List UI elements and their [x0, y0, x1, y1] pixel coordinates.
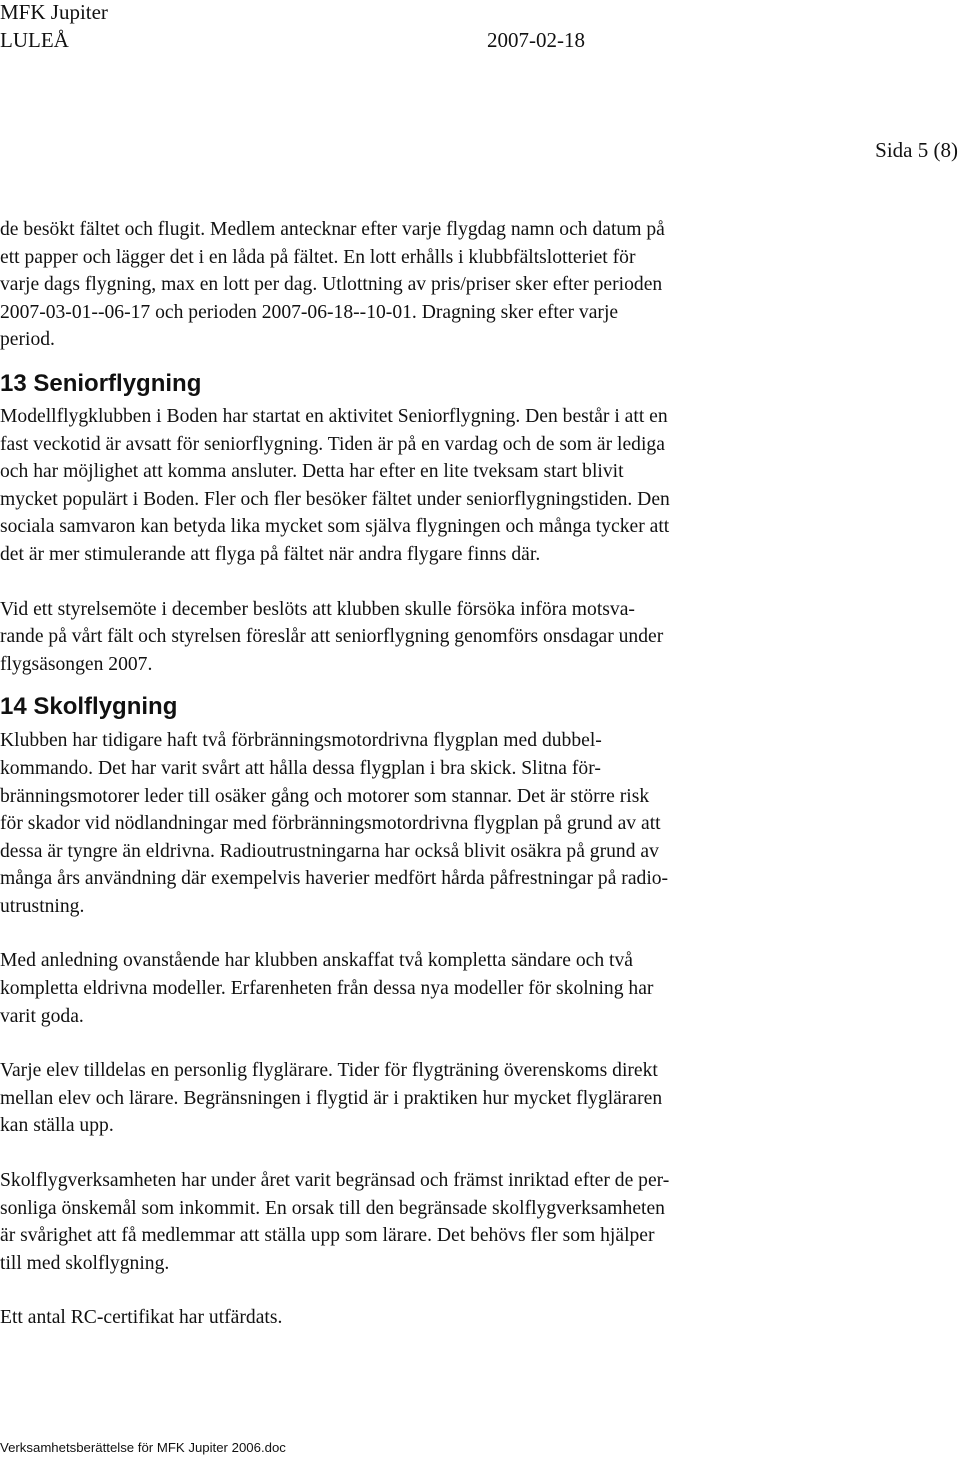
skolflygning-paragraph-3 [0, 1057, 958, 1140]
document-body [0, 216, 958, 1332]
skolflygning-paragraph-5 [0, 1304, 958, 1332]
text-line: för skador vid nödlandningar med förbränningsmotordrivna flygplan på grund av att [0, 813, 661, 835]
text-line: 2007-03-01--06-17 och perioden 2007-06-18--10-01. Dragning sker efter varje [0, 301, 619, 323]
header-city: LULEÅ [0, 28, 69, 52]
section-heading-seniorflygning: 13 Seniorflygning [0, 369, 202, 397]
text-line: Varje elev tilldelas en personlig flyglärare. Tider för flygträning överenskoms direkt [0, 1060, 658, 1082]
text-line: till med skolflygning. [0, 1252, 170, 1274]
text-line: är svårighet att få medlemmar att ställa upp som lärare. Det behövs fler som hjälper [0, 1225, 655, 1247]
text-line: varje dags flygning, max en lott per dag. Utlottning av pris/priser sker efter perioden [0, 274, 663, 296]
paragraph-gap [0, 1140, 958, 1167]
text-line: kan ställa upp. [0, 1115, 114, 1137]
text-line: kompletta eldrivna modeller. Erfarenheten från dessa nya modeller för skolning har [0, 978, 654, 1000]
text-line: det är mer stimulerande att flyga på fältet när andra flygare finns där. [0, 543, 541, 565]
text-line: rande på vårt fält och styrelsen föreslår att seniorflygning genomförs onsdagar under [0, 626, 664, 648]
text-line: sociala samvaron kan betyda lika mycket som själva flygningen och många tycker att [0, 516, 670, 538]
intro-paragraph [0, 216, 958, 354]
text-line: bränningsmotorer leder till osäker gång och motorer som stannar. Det är större risk [0, 785, 650, 807]
text-line: utrustning. [0, 895, 85, 917]
text-line: Skolflygverksamheten har under året varit begränsad och främst inriktad efter de per- [0, 1170, 670, 1192]
skolflygning-paragraph-1 [0, 727, 958, 920]
text-line: fast veckotid är avsatt för seniorflygning. Tiden är på en vardag och de som är lediga [0, 433, 665, 455]
text-line: Ett antal RC-certifikat har utfärdats. [0, 1307, 283, 1329]
text-line: kommando. Det har varit svårt att hålla dessa flygplan i bra skick. Slitna för- [0, 757, 601, 779]
footer-filename: Verksamhetsberättelse för MFK Jupiter 2006.doc [0, 1440, 286, 1455]
text-line: Med anledning ovanstående har klubben anskaffat två kompletta sändare och två [0, 950, 633, 972]
paragraph-gap [0, 569, 958, 596]
text-line: flygsäsongen 2007. [0, 653, 153, 675]
section-heading-skolflygning: 14 Skolflygning [0, 693, 178, 721]
skolflygning-paragraph-4 [0, 1167, 958, 1277]
text-line: många års användning där exempelvis haverier medfört hårda påfrestningar på radio- [0, 868, 669, 890]
header-date: 2007-02-18 [487, 28, 585, 52]
text-line: sonliga önskemål som inkommit. En orsak till den begränsade skolflygverksamheten [0, 1197, 665, 1219]
text-line: ett papper och lägger det i en låda på fältet. En lott erhålls i klubbfältslotteriet för [0, 246, 636, 268]
text-line: Vid ett styrelsemöte i december beslöts att klubben skulle försöka införa motsva- [0, 598, 635, 620]
paragraph-gap [0, 920, 958, 947]
text-line: varit goda. [0, 1005, 84, 1027]
text-line: Klubben har tidigare haft två förbränningsmotordrivna flygplan med dubbel- [0, 730, 602, 752]
paragraph-gap [0, 1030, 958, 1057]
text-line: och har möjlighet att komma ansluter. Detta har efter en lite tveksam start blivit [0, 461, 624, 483]
text-line: mycket populärt i Boden. Fler och fler besöker fältet under seniorflygningstiden. Den [0, 488, 670, 510]
text-line: dessa är tyngre än eldrivna. Radioutrustningarna har också blivit osäkra på grund av [0, 840, 659, 862]
text-line: Modellflygklubben i Boden har startat en aktivitet Seniorflygning. Den består i att en [0, 405, 668, 427]
text-line: period. [0, 329, 55, 351]
skolflygning-paragraph-2 [0, 947, 958, 1030]
page-number: Sida 5 (8) [875, 138, 958, 162]
paragraph-gap [0, 1277, 958, 1304]
text-line: de besökt fältet och flugit. Medlem antecknar efter varje flygdag namn och datum på [0, 219, 665, 240]
seniorflygning-paragraph-1 [0, 403, 958, 569]
header-organization: MFK Jupiter [0, 0, 108, 24]
text-line: mellan elev och lärare. Begränsningen i flygtid är i praktiken hur mycket flygläraren [0, 1087, 663, 1109]
seniorflygning-paragraph-2 [0, 596, 958, 679]
